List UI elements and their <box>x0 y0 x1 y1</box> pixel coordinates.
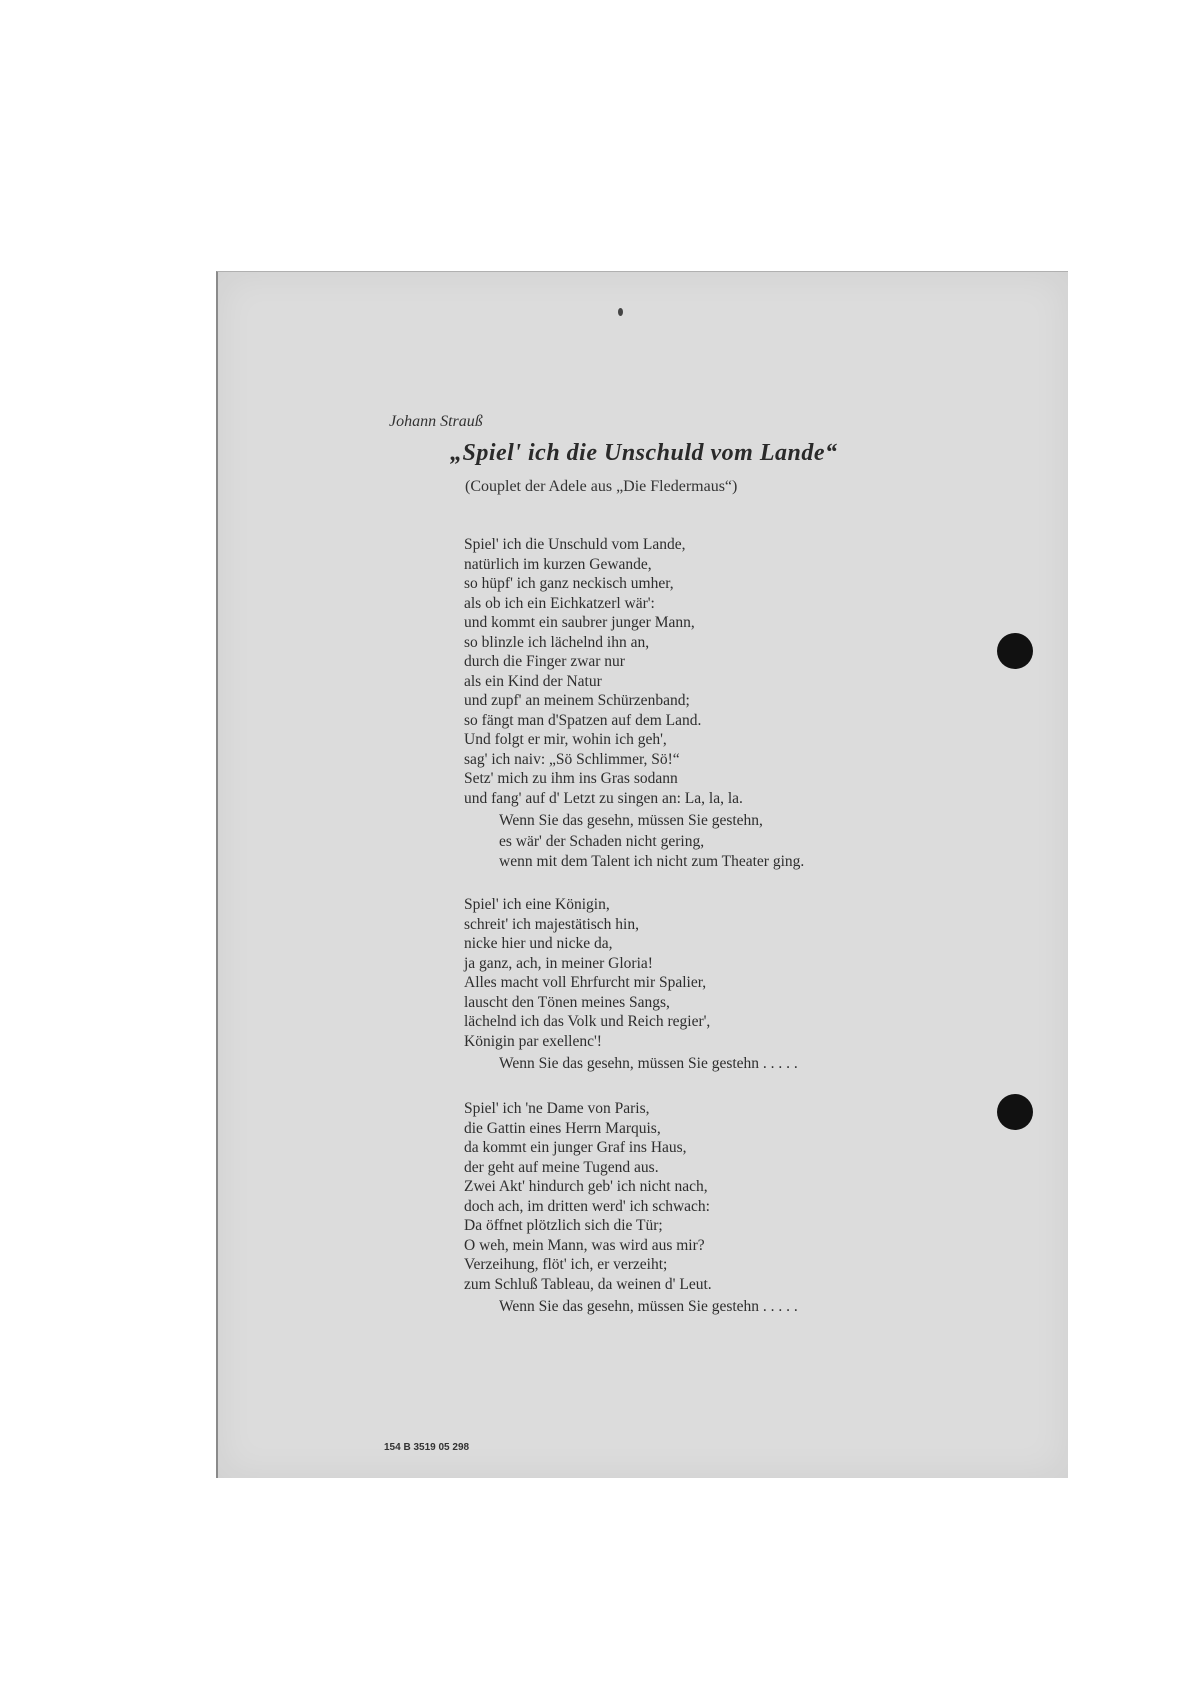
verse-line: zum Schluß Tableau, da weinen d' Leut. <box>464 1275 712 1293</box>
verse-line: als ein Kind der Natur <box>464 672 602 690</box>
catalog-number: 154 B 3519 05 298 <box>384 1442 470 1453</box>
refrain-line: es wär' der Schaden nicht gering, <box>499 832 705 850</box>
refrain-line: wenn mit dem Talent ich nicht zum Theater ging. <box>499 853 805 870</box>
verse-line: Spiel' ich eine Königin, <box>464 896 610 913</box>
verse-line: doch ach, im dritten werd' ich schwach: <box>464 1197 710 1215</box>
verse-line: Königin par exellenc'! <box>464 1032 602 1050</box>
refrain-line: Wenn Sie das gesehn, müssen Sie gestehn . . . . . <box>499 1298 798 1315</box>
verse-line: so hüpf' ich ganz neckisch umher, <box>464 575 674 592</box>
stanza-3 <box>464 1099 1024 1317</box>
song-subtitle: (Couplet der Adele aus „Die Fledermaus“) <box>465 478 738 495</box>
verse-line: und kommt ein saubrer junger Mann, <box>464 614 695 631</box>
verse-line: und fang' auf d' Letzt zu singen an: La, la, la. <box>464 789 743 807</box>
verse-line: lächelnd ich das Volk und Reich regier', <box>464 1013 711 1030</box>
refrain-line: Wenn Sie das gesehn, müssen Sie gestehn, <box>499 812 763 829</box>
stanza-1 <box>464 535 1024 872</box>
verse-line: als ob ich ein Eichkatzerl wär': <box>464 594 655 612</box>
verse-line: Da öffnet plötzlich sich die Tür; <box>464 1217 663 1234</box>
verse-line: Alles macht voll Ehrfurcht mir Spalier, <box>464 974 707 991</box>
verse-line: O weh, mein Mann, was wird aus mir? <box>464 1236 705 1254</box>
refrain-line: Wenn Sie das gesehn, müssen Sie gestehn . . . . . <box>499 1055 798 1072</box>
verse-line: so blinzle ich lächelnd ihn an, <box>464 633 650 651</box>
verse-line: ja ganz, ach, in meiner Gloria! <box>464 954 653 972</box>
verse-line: so fängt man d'Spatzen auf dem Land. <box>464 711 702 729</box>
verse-line: der geht auf meine Tugend aus. <box>464 1158 659 1176</box>
composer-name: Johann Strauß <box>389 413 483 430</box>
verse-line: da kommt ein junger Graf ins Haus, <box>464 1139 687 1156</box>
verse-line: lauscht den Tönen meines Sangs, <box>464 993 670 1011</box>
verse-line: Verzeihung, flöt' ich, er verzeiht; <box>464 1256 668 1273</box>
scanned-page <box>216 271 1068 1478</box>
song-title: „Spiel' ich die Unschuld vom Lande“ <box>450 440 838 466</box>
verse-line: nicke hier und nicke da, <box>464 935 613 952</box>
verse-line: Und folgt er mir, wohin ich geh', <box>464 731 667 748</box>
verse-line: Spiel' ich die Unschuld vom Lande, <box>464 536 686 553</box>
verse-line: natürlich im kurzen Gewande, <box>464 555 652 573</box>
verse-line: Spiel' ich 'ne Dame von Paris, <box>464 1100 650 1117</box>
verse-line: Zwei Akt' hindurch geb' ich nicht nach, <box>464 1178 708 1195</box>
stanza-2 <box>464 895 1024 1074</box>
verse-line: sag' ich naiv: „Sö Schlimmer, Sö!“ <box>464 750 680 768</box>
verse-line: durch die Finger zwar nur <box>464 653 625 670</box>
verse-line: die Gattin eines Herrn Marquis, <box>464 1119 661 1137</box>
dust-speck <box>618 308 623 316</box>
verse-line: und zupf' an meinem Schürzenband; <box>464 692 690 709</box>
verse-line: Setz' mich zu ihm ins Gras sodann <box>464 770 678 787</box>
verse-line: schreit' ich majestätisch hin, <box>464 915 639 933</box>
